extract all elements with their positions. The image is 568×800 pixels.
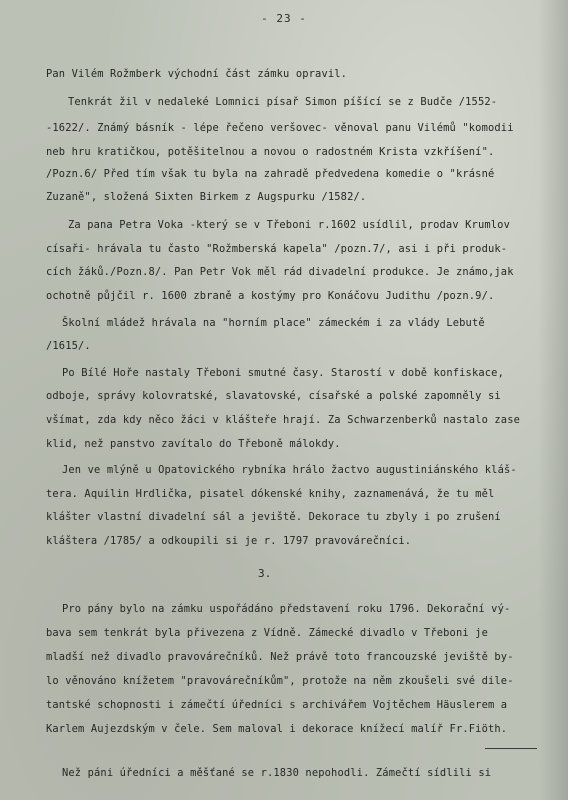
text-line: Pro pány bylo na zámku uspořádáno představení roku 1796. Dekorační vý- bbox=[62, 603, 511, 615]
text-line: Školní mládež hrávala na "horním place" zámeckém i za vlády Lebutě bbox=[62, 317, 485, 329]
text-line: Karlem Aujezdským v čele. Sem maloval i dekorace knížecí malíř Fr.Fiöth. bbox=[46, 723, 508, 735]
text-line: -1622/. Známý básník - lépe řečeno veršovec- věnoval panu Vilémů "komodii bbox=[46, 122, 514, 134]
text-line: klid, než panstvo zavítalo do Třeboně málokdy. bbox=[46, 438, 341, 450]
text-line: Pan Vilém Rožmberk východní část zámku opravil. bbox=[46, 68, 348, 80]
text-line: Po Bílé Hoře nastaly Třeboni smutné časy. Starostí v době konfiskace, bbox=[62, 367, 504, 379]
text-line: všímat, zda kdy něco žáci v klášteře hrají. Za Schwarzenberků nastalo zase bbox=[46, 414, 521, 426]
text-line: Zuzaně", složená Sixten Birkem z Augspurku /1582/. bbox=[46, 191, 367, 203]
text-line: klášter vlastní divadelní sál a jeviště. Dekorace tu zbyly i po zrušení bbox=[46, 511, 501, 523]
page-number: - 23 - bbox=[261, 12, 307, 25]
text-line: tantské schopnosti i zámečtí úředníci s archivářem Vojtěchem Häuslerem a bbox=[46, 699, 508, 711]
text-line: lo věnováno knížetem "pravovárečníkům", protože na něm zkoušeli své dile- bbox=[46, 675, 514, 687]
text-line: mladší než divadlo pravovárečníků. Než právě toto francouzské jeviště by- bbox=[46, 651, 514, 663]
page-shadow bbox=[538, 0, 568, 800]
text-line: Jen ve mlýně u Opatovického rybníka hrálo žactvo augustiniánského kláš- bbox=[62, 464, 517, 476]
section-number: 3. bbox=[258, 567, 272, 580]
text-line: neb hru kratičkou, potěšitelnou a novou o radostném Krista vzkříšení". bbox=[46, 146, 495, 158]
text-line: císaři- hrávala tu často "Rožmberská kapela" /pozn.7/, asi i při produk- bbox=[46, 243, 508, 255]
handwritten-underline bbox=[485, 748, 537, 749]
text-line: Tenkrát žil v nedaleké Lomnici písař Simon píšící se z Budče /1552- bbox=[68, 96, 498, 108]
text-line: Za pana Petra Voka -který se v Třeboni r.1602 usídlil, prodav Krumlov bbox=[68, 219, 510, 231]
text-line: bava sem tenkrát byla přivezena z Vídně. Zámecké divadlo v Třeboni je bbox=[46, 627, 488, 639]
text-line: cích žáků./Pozn.8/. Pan Petr Vok měl rád divadelní produkce. Je známo,jak bbox=[46, 266, 514, 278]
text-line: Než páni úředníci a měšťané se r.1830 nepohodli. Zámečtí sídlili si bbox=[62, 767, 492, 779]
text-line: odboje, správy kolovratské, slavatovské, císařské a polské zapomněly si bbox=[46, 390, 501, 402]
text-line: kláštera /1785/ a odkoupili si je r. 1797 pravovárečníci. bbox=[46, 535, 412, 547]
text-line: /1615/. bbox=[46, 340, 91, 352]
text-line: /Pozn.6/ Před tím však tu byla na zahradě předvedena komedie o "krásné bbox=[46, 168, 495, 180]
text-line: ochotně půjčil r. 1600 zbraně a kostýmy pro Konáčovu Judithu /pozn.9/. bbox=[46, 290, 495, 302]
text-line: tera. Aquilin Hrdlička, pisatel dókenské knihy, zaznamenává, že tu měl bbox=[46, 488, 495, 500]
